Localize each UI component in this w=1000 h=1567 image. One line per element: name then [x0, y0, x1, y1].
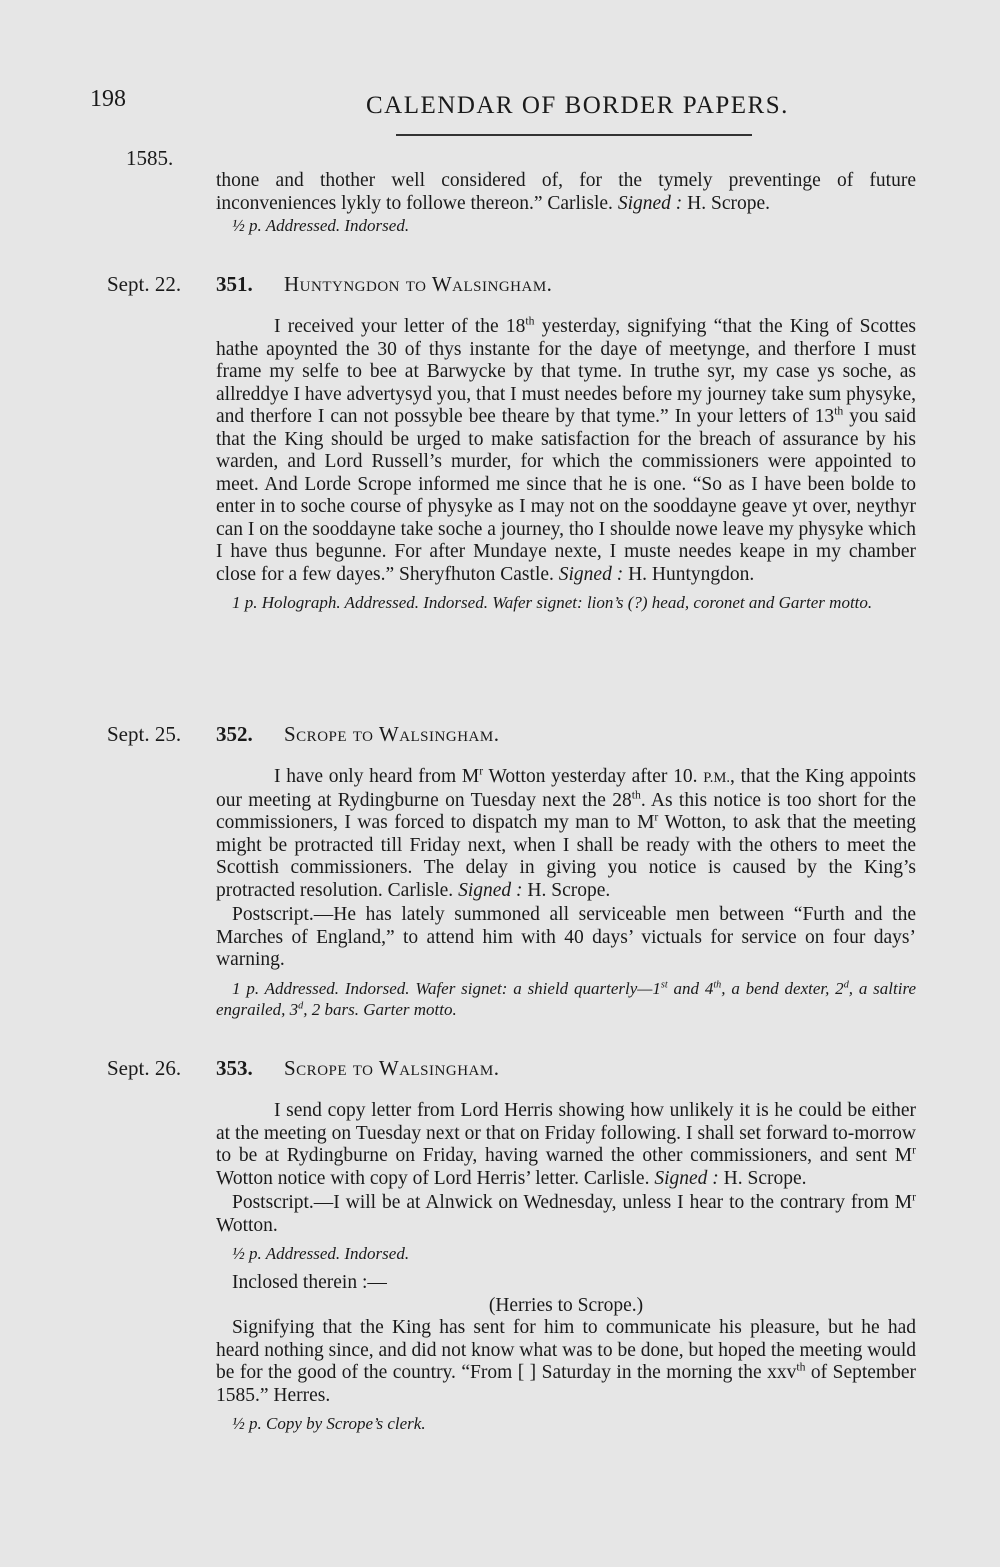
entry-353-paragraph: I send copy letter from Lord Herris showing how unlikely it is he could be either at the meeting on Tuesday next or that on Friday following. I shall set forward to-morrow to be at Rydingburne on Friday, having warned the other commissioners, and sent $M^r$ Wotton notice with copy of Lord Herris’ letter. Carlisle. Signed : H. Scrope. — [216, 1100, 916, 1189]
entry-352-paragraph: I have only heard from $M^r$ Wotton yesterday after 10. P.M., that the King appoints our meeting at Rydingburne on Tuesday next the 28th. As this notice is too short for the commissioners, I was forced to dispatch my man to $M^r$ Wotton, to ask that the meeting might be protracted till Friday next, when I shall be ready with the others to meet the Scottish commissioners. The delay in giving you notice is caused by the King’s protracted resolution. Carlisle. Signed : H. Scrope. — [216, 764, 916, 901]
intro-note: ½ p. Addressed. Indorsed. — [232, 216, 410, 235]
entry-351-note: 1 p. Holograph. Addressed. Indorsed. Wafer signet: lion’s (?) head, coronet and Garter motto. — [232, 593, 873, 612]
entry-353-number: 353. — [216, 1056, 253, 1080]
entry-352-postscript: Postscript.—He has lately summoned all serviceable men between “Furth and the Marches of England,” to attend him with 40 days’ victuals for service on four days’ warning. — [216, 904, 916, 970]
page-number: 198 — [90, 86, 126, 112]
entry-351-body — [216, 316, 916, 613]
entry-353-note: ½ p. Addressed. Indorsed. — [232, 1244, 410, 1263]
year-marginal: 1585. — [126, 146, 174, 170]
header-rule — [396, 134, 752, 136]
entry-352-body — [216, 766, 916, 1020]
entry-352-date: Sept. 25. — [107, 722, 182, 746]
entry-352-note: 1 p. Addressed. Indorsed. Wafer signet: a shield quarterly—1st and 4th, a bend dexter, 2$^d$, a saltire engrailed, 3$^d$, 2 bars. Garter motto. — [216, 978, 916, 1019]
running-title: CALENDAR OF BORDER PAPERS. — [366, 92, 789, 119]
intro-paragraph: thone and thother well considered of, for the tymely preventinge of future inconveniences lykly to followe thereon.” Carlisle. Signed : H. Scrope. — [216, 170, 916, 214]
entry-351-paragraph: I received your letter of the 18th yesterday, signifying “that the King of Scottes hathe apoynted the 30 of thys instante for the daye of meetynge, and therfore I must frame my selfe to bee at Barwycke by that tyme. In truthe syr, my case ys soche, as allreddye I have advertysyd you, that I must needes before my journey take sum physyke, and therfore I can not possyble bee theare by that tyme.” In your letters of 13th you said that the King should be urged to make satisfaction for the breach of assurance by his warden, and Lord Russell’s murder, for which the commissioners were appointed to meet. And Lorde Scrope informed me since that he is one. “So as I have been bolde to enter in to soche course of physyke as I may not on the sooddayne geave yt over, neythyr can I on the sooddayne take soche a journey, tho I shoulde nowe leave my physyke which I have thus begunne. For after Mundaye nexte, I muste needes keape in my chamber close for a few dayes.” Sheryfhuton Castle. Signed : H. Huntyngdon. — [216, 314, 916, 585]
entry-352-number: 352. — [216, 722, 253, 746]
entry-351-title: Huntyngdon to Walsingham. — [284, 272, 553, 296]
entry-353-title: Scrope to Walsingham. — [284, 1056, 500, 1080]
entry-353-body — [216, 1100, 916, 1434]
enclosure-paragraph: Signifying that the King has sent for him to communicate his pleasure, but he had heard nothing since, and did not know what was to be done, but hoped the meeting would be for the good of the country. “From [ ] Saturday in the morning the xxv$^{th}$ of September 1585.” Herres. — [216, 1317, 916, 1406]
enclosure-note: ½ p. Copy by Scrope’s clerk. — [232, 1414, 426, 1433]
entry-353-date: Sept. 26. — [107, 1056, 182, 1080]
entry-351-number: 351. — [216, 272, 253, 296]
entry-353-postscript: Postscript.—I will be at Alnwick on Wednesday, unless I hear to the contrary from $M^r$ Wotton. — [216, 1190, 916, 1236]
inclosed-label: Inclosed therein :— — [232, 1272, 387, 1293]
entry-352-title: Scrope to Walsingham. — [284, 722, 500, 746]
entry-351-date: Sept. 22. — [107, 272, 182, 296]
intro-block — [216, 170, 916, 236]
enclosure-title: (Herries to Scrope.) — [488, 1294, 644, 1316]
